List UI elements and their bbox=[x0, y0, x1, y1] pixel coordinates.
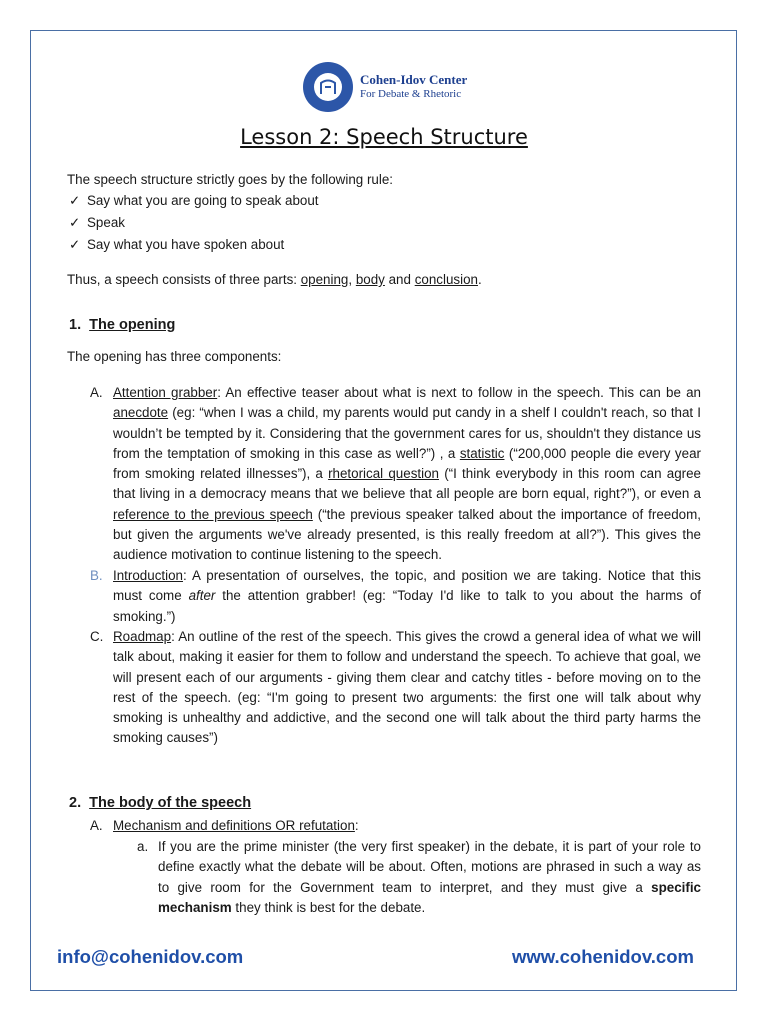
list-letter: A. bbox=[90, 385, 103, 400]
term-anecdote: anecdote bbox=[113, 405, 169, 421]
term-mechanism: Mechanism and definitions OR refutation bbox=[113, 818, 355, 833]
rule-item bbox=[69, 235, 284, 255]
part-body: body bbox=[355, 272, 385, 287]
checkmark-icon: ✓ bbox=[69, 193, 81, 208]
term-roadmap: Roadmap bbox=[113, 629, 172, 644]
checkmark-icon: ✓ bbox=[69, 237, 81, 252]
logo bbox=[302, 57, 478, 117]
term-statistic: statistic bbox=[459, 445, 505, 461]
rule-item-label: Say what you have spoken about bbox=[87, 237, 285, 252]
rule-item bbox=[69, 191, 319, 211]
speech-parts-sentence: Thus, a speech consists of three parts: opening, body and conclusion. bbox=[67, 272, 482, 287]
list-letter: a. bbox=[137, 839, 149, 854]
checkmark-icon: ✓ bbox=[69, 215, 81, 230]
footer-website[interactable]: www.cohenidov.com bbox=[512, 946, 694, 967]
logo-subtitle: For Debate & Rhetoric bbox=[360, 88, 462, 100]
list-letter: B. bbox=[90, 568, 103, 583]
rule-item-label: Say what you are going to speak about bbox=[87, 193, 319, 208]
footer-email[interactable]: info@cohenidov.com bbox=[57, 946, 244, 967]
roadmap-item: Roadmap: An outline of the rest of the speech. This gives the crowd a general idea of what we will talk about, making it easier for them to follow and understand the speech. To achieve that goal, we will present each of our arguments - giving them clear and catchy titles - before moving on to the rest of the speech. (eg: “I'm going to present two arguments: the first one will talk about why smoking is unhealthy and addictive, and the second one will talk about the third party harms the smoking causes”) bbox=[113, 629, 701, 746]
attention-grabber-item: Attention grabber: An effective teaser about what is next to follow in the speech. This can be an anecdote (eg: “when I was a child, my parents would put candy in a shelf I couldn't reach, so that I wouldn’t be tempted by it. Considering that the government cares for us, shouldn't they distance us from the temptation of smoking in this case as well?”) , a statistic (“200,000 people die every year from smoking related illnesses”), a rhetorical question (“I think everybody in this room can agree that living in a democracy means that we believe that all people are born equal, right?”), or even a reference to the previous speech (“the previous speaker talked about the importance of freedom, but given the arguments we've already presented, is this really freedom at all?”). This gives the audience motivation to continue listening to the speech. bbox=[113, 385, 701, 563]
term-introduction: Introduction bbox=[113, 568, 183, 583]
part-opening: opening bbox=[300, 272, 349, 287]
list-letter: A. bbox=[90, 818, 103, 833]
prime-minister-item: If you are the prime minister (the very first speaker) in the debate, it is part of your role to define exactly what the debate will be about. Often, motions are phrased in such a way as to give room for the Government team to interpret, and they must give a specific mechanism they think is best for the debate. bbox=[158, 839, 701, 915]
rule-item-label: Speak bbox=[87, 215, 125, 230]
intro-rule: The speech structure strictly goes by the following rule: bbox=[67, 172, 393, 187]
term-reference: reference to the previous speech bbox=[113, 506, 313, 522]
part-conclusion: conclusion bbox=[414, 272, 478, 287]
section-heading-opening: 1. The opening bbox=[69, 317, 176, 333]
list-letter: C. bbox=[90, 629, 104, 644]
introduction-item: Introduction: A presentation of ourselves, the topic, and position we are taking. Notice that this must come after the attention grabber! (eg: “Today I'd like to talk to you about the harms of smoking.”) bbox=[113, 568, 701, 624]
rule-item bbox=[69, 213, 125, 233]
center-seal-icon bbox=[302, 61, 354, 113]
mechanism-item: Mechanism and definitions OR refutation: bbox=[113, 818, 359, 833]
opening-lead: The opening has three components: bbox=[67, 349, 282, 364]
term-rhetorical-question: rhetorical question bbox=[328, 466, 439, 482]
page-title: Lesson 2: Speech Structure bbox=[240, 125, 528, 149]
term-attention-grabber: Attention grabber bbox=[113, 385, 218, 400]
section-heading-body: 2. The body of the speech bbox=[69, 795, 252, 811]
logo-name: Cohen-Idov Center bbox=[360, 72, 468, 87]
